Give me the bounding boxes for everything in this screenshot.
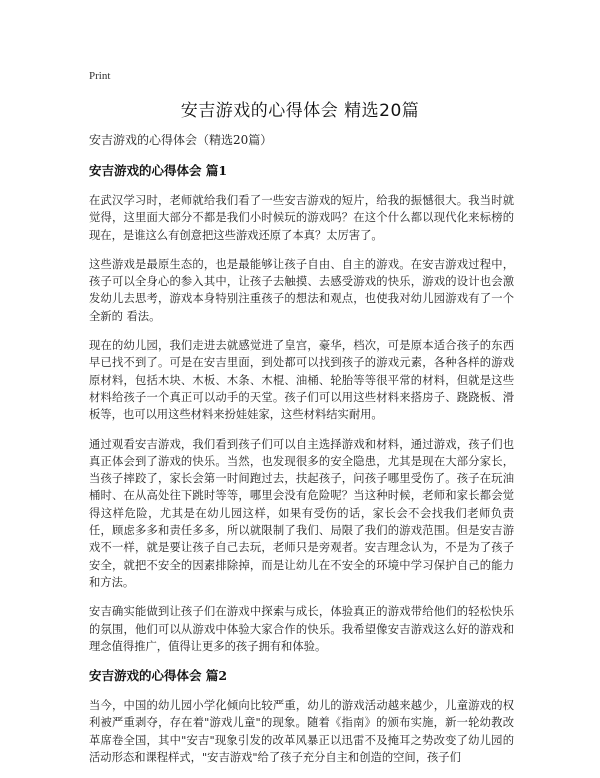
paragraph: 当今，中国的幼儿园小学化倾向比较严重，幼儿的游戏活动越来越少，儿童游戏的权利被严重剥夺，存在着"游戏儿童"的现象。随着《指南》的颁布实施，新一轮幼教改革席卷全国，其中"安吉"现象引发的改革风暴正以迅雷不及掩耳之势改变了幼儿园的活动形态和课程样式，"安吉游戏"给了孩子充分自主和创造的空间，孩子们 — [89, 699, 514, 765]
paragraph: 现在的幼儿园，我们走进去就感觉进了皇宫，豪华，档次，可是原本适合孩子的东西早已找不到了。可是在安吉里面，到处都可以找到孩子的游戏元素，各种各样的游戏原材料，包括木块、木板、木条、木棍、油桶、轮胎等等很平常的材料，但就是这些材料给孩子一个真正可以动手的天堂。孩子们可以用这些材料来搭房子、跷跷板、滑板等，也可以用这些材料来扮娃娃家，这些材料结实耐用。 — [89, 339, 514, 422]
print-label: Print — [89, 70, 111, 82]
paragraph: 在武汉学习时，老师就给我们看了一些安吉游戏的短片，给我的振憾很大。我当时就觉得，这里面大部分不都是我们小时候玩的游戏吗？在这个什么都以现代化来标榜的现在，是谁这么有创意把这些游戏还原了本真？太厉害了。 — [89, 194, 514, 242]
paragraph: 安吉确实能做到让孩子们在游戏中探索与成长，体验真正的游戏带给他们的轻松快乐的氛围，他们可以从游戏中体验大家合作的快乐。我希望像安吉游戏这么好的游戏和理念值得推广，值得让更多的孩子拥有和体验。 — [89, 605, 514, 653]
section-heading-1: 安吉游戏的心得体会 篇1 — [89, 163, 228, 178]
document-subtitle: 安吉游戏的心得体会（精选20篇） — [89, 133, 273, 147]
paragraph: 通过观看安吉游戏，我们看到孩子们可以自主选择游戏和材料，通过游戏，孩子们也真正体会到了游戏的快乐。当然，也发现很多的安全隐患，尤其是现在大部分家长，当孩子摔跤了，家长会第一时间跑过去，扶起孩子，问孩子哪里受伤了。孩子在玩油桶时、在从高处往下跳时等等，哪里会没有危险呢？当这种时候，老师和家长都会觉得这样危险，尤其是在幼儿园这样，如果有受伤的话，家长会不会找我们老师负责任，顾虑多多和责任多多，所以就限制了我们、局限了我们的游戏范围。但是安吉游戏不一样，就是要让孩子自己去玩，老师只是旁观者。安吉理念认为，不是为了孩子安全，就把不安全的因素排除掉，而是让幼儿在不安全的环境中学习保护自己的能力和方法。 — [89, 437, 514, 589]
section-heading-2: 安吉游戏的心得体会 篇2 — [89, 668, 228, 684]
document-title: 安吉游戏的心得体会 精选20篇 — [180, 101, 420, 121]
paragraph: 这些游戏是最原生态的，也是最能够让孩子自由、自主的游戏。在安吉游戏过程中，孩子可以全身心的参入其中，让孩子去触摸、去感受游戏的快乐，游戏的设计也会激发幼儿去思考，游戏本身特别注重孩子的想法和观点，也使我对幼儿园游戏有了一个全新的 看法。 — [89, 257, 514, 323]
document-body — [89, 132, 514, 778]
